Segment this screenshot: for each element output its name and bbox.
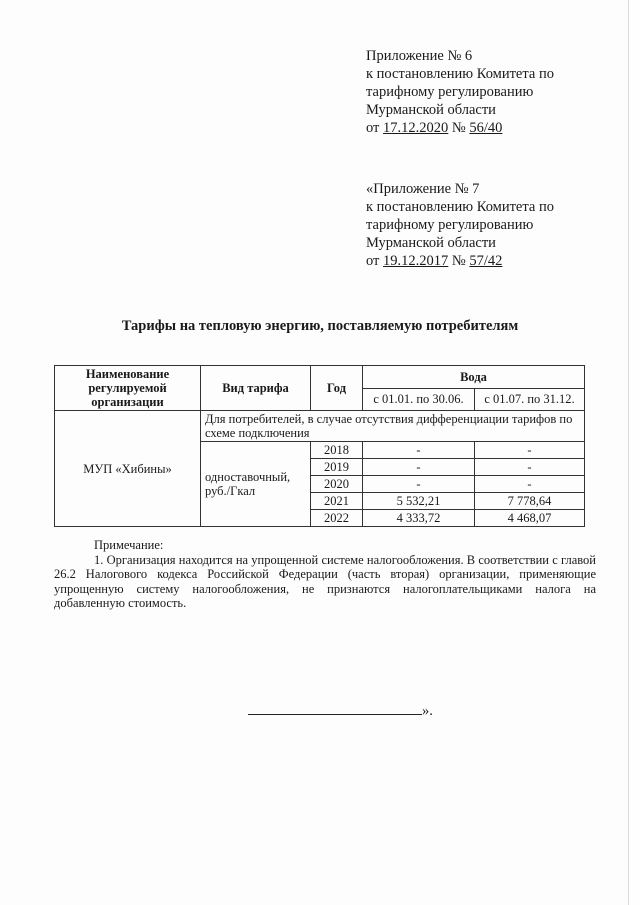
tariff-type-cell: одноставочный, руб./Гкал xyxy=(201,442,311,527)
appendix-7-line-4: Мурманской области xyxy=(366,235,496,251)
value-period-1: - xyxy=(363,442,475,459)
header-period-2: с 01.07. по 31.12. xyxy=(475,388,585,411)
notes-section xyxy=(54,538,596,611)
header-water: Вода xyxy=(363,366,585,389)
value-period-1: 4 333,72 xyxy=(363,510,475,527)
header-period-1: с 01.01. по 30.06. xyxy=(363,388,475,411)
appendix-6-from-label: от xyxy=(366,120,384,136)
year-cell: 2022 xyxy=(311,510,363,527)
closing-line xyxy=(248,702,433,720)
appendix-6-number-label: № xyxy=(448,120,470,136)
appendix-6-date: 17.12.2020 xyxy=(383,120,449,136)
header-year: Год xyxy=(311,366,363,411)
appendix-6-line-2: к постановлению Комитета по xyxy=(366,66,554,82)
appendix-6-date-line xyxy=(366,119,554,137)
note-item-1: 1. Организация находится на упрощенной системе налогообложения. В соответствии с главой 26.2 Налогового кодекса Российской Федерации (часть вторая) организации, применяющие упрощенную систему налогообложения, не признаются налогоплательщиками налога на добавленную стоимость. xyxy=(54,552,596,610)
appendix-6-title: Приложение № 6 xyxy=(366,48,473,64)
value-period-1: 5 532,21 xyxy=(363,493,475,510)
appendix-6-number: 56/40 xyxy=(469,120,503,136)
year-cell: 2021 xyxy=(311,493,363,510)
notes-heading: Примечание: xyxy=(94,538,164,552)
appendix-7-line-2: к постановлению Комитета по xyxy=(366,199,554,215)
appendix-7-from-label: от xyxy=(366,253,384,269)
appendix-6-line-3: тарифному регулированию xyxy=(366,84,534,100)
value-period-2: - xyxy=(475,442,585,459)
year-cell: 2018 xyxy=(311,442,363,459)
appendix-6-line-4: Мурманской области xyxy=(366,102,496,118)
value-period-2: - xyxy=(475,459,585,476)
table-header-row-1 xyxy=(55,366,585,389)
appendix-7-number: 57/42 xyxy=(469,253,503,269)
value-period-2: 7 778,64 xyxy=(475,493,585,510)
header-tariff-type: Вид тарифа xyxy=(201,366,311,411)
value-period-2: 4 468,07 xyxy=(475,510,585,527)
consumer-note: Для потребителей, в случае отсутствия дифференциации тарифов по схеме подключения xyxy=(201,411,585,442)
header-organization: Наименование регулируемой организации xyxy=(55,366,201,411)
appendix-7-line-3: тарифному регулированию xyxy=(366,217,534,233)
appendix-7-header xyxy=(366,180,554,270)
tariff-table xyxy=(54,365,585,527)
appendix-7-title: «Приложение № 7 xyxy=(366,181,480,197)
year-cell: 2019 xyxy=(311,459,363,476)
table-row xyxy=(55,411,585,442)
appendix-7-date: 19.12.2017 xyxy=(383,253,449,269)
value-period-1: - xyxy=(363,476,475,493)
appendix-7-date-line xyxy=(366,252,554,270)
year-cell: 2020 xyxy=(311,476,363,493)
appendix-7-number-label: № xyxy=(448,253,470,269)
signature-blank xyxy=(248,702,422,715)
appendix-6-header xyxy=(366,47,554,137)
document-title: Тарифы на тепловую энергию, поставляемую потребителям xyxy=(121,318,519,334)
value-period-1: - xyxy=(363,459,475,476)
organization-name: МУП «Хибины» xyxy=(55,411,201,527)
closing-quote: ». xyxy=(422,703,433,719)
value-period-2: - xyxy=(475,476,585,493)
